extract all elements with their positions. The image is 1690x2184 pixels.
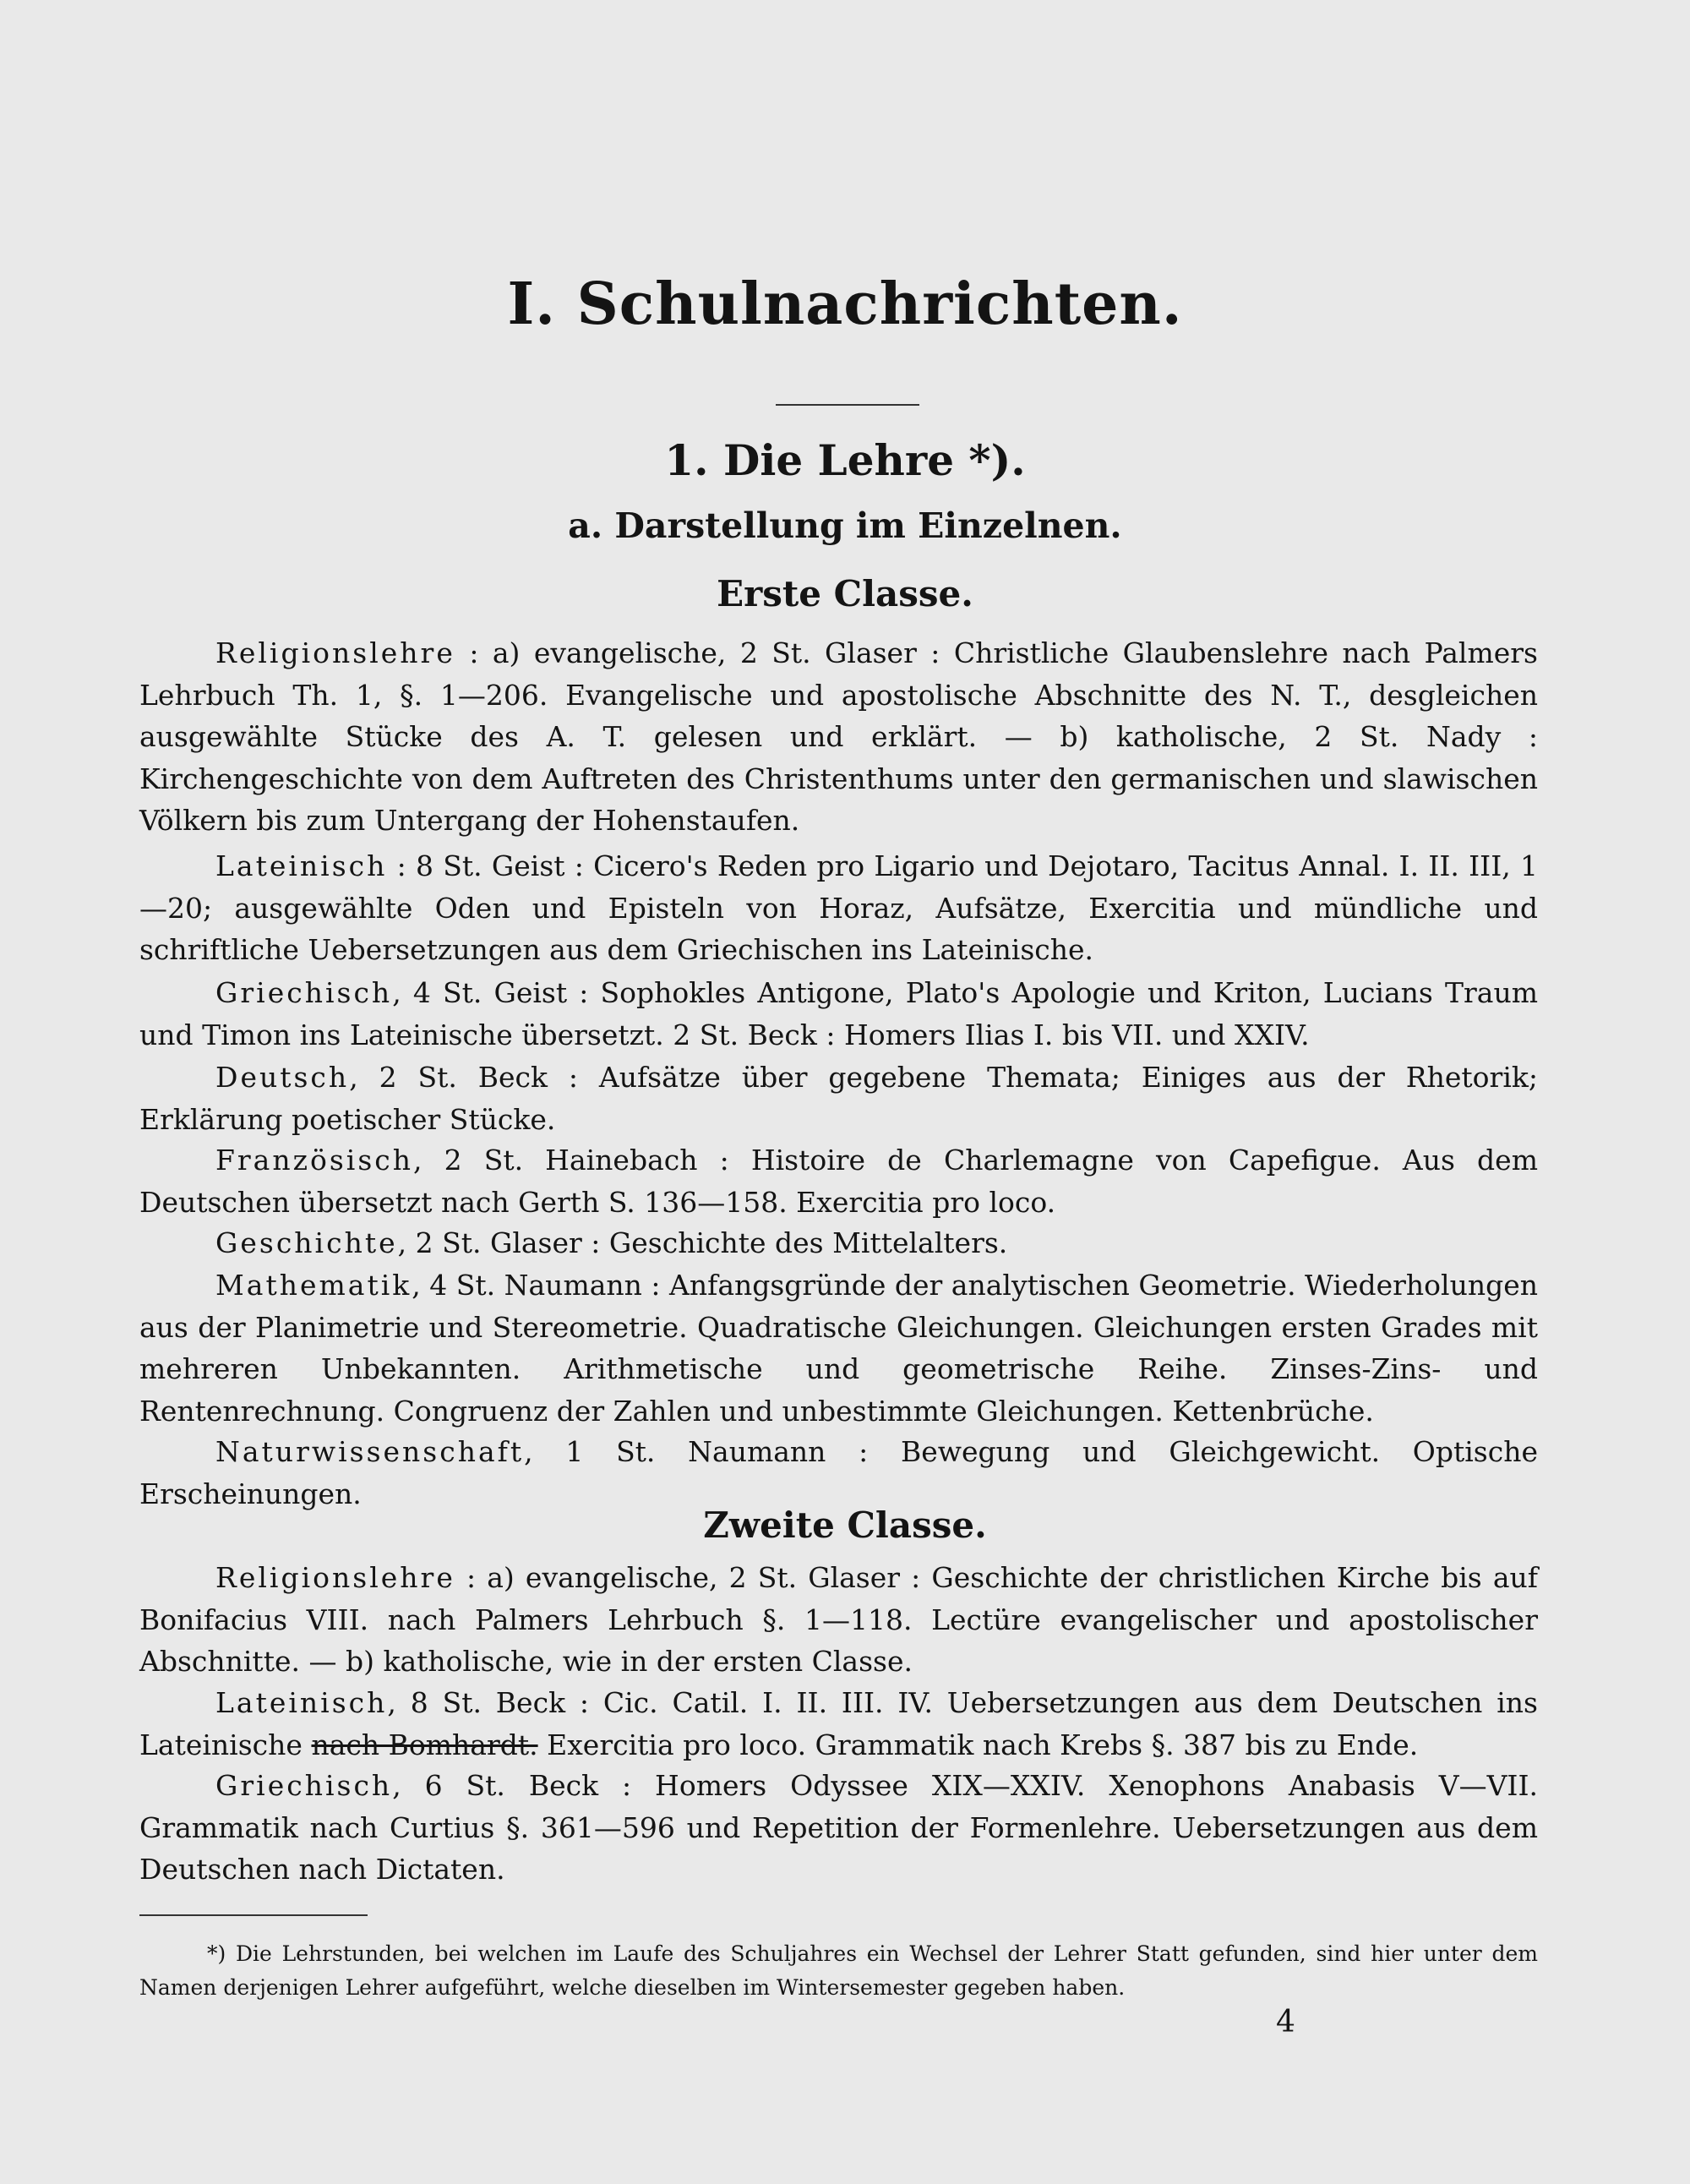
paragraph-first-religion	[139, 632, 1538, 842]
paragraph-first-history	[139, 1222, 1538, 1264]
subject-label: Griechisch	[215, 1769, 393, 1802]
subject-label: Deutsch	[215, 1061, 350, 1094]
paragraph-first-latin	[139, 845, 1538, 971]
paragraph-first-science	[139, 1431, 1538, 1515]
paragraph-text: , 2 St. Glaser : Geschichte des Mittelalters.	[397, 1226, 1008, 1259]
footnote: *) Die Lehrstunden, bei welchen im Laufe des Schuljahres ein Wechsel der Lehrer Statt gefunden, sind hier unter dem Namen derjenigen Lehrer aufgeführt, welche dieselben im Wintersemester gegeben haben.	[139, 1941, 1538, 2000]
paragraph-text: , 4 St. Naumann : Anfangsgründe der analytischen Geometrie. Wiederholungen aus der Planimetrie und Stereometrie. Quadratische Gleichungen. Gleichungen ersten Grades mit mehreren Unbekannten. Arithmetische und geometrische Reihe. Zinses-Zins- und Rentenrechnung. Congruenz der Zahlen und unbestimmte Gleichungen. Kettenbrüche.	[139, 1269, 1538, 1428]
main-heading: I. Schulnachrichten.	[507, 270, 1183, 338]
subject-label: Lateinisch	[215, 849, 388, 882]
paragraph-second-greek	[139, 1765, 1538, 1891]
footnote-rule	[139, 1914, 368, 1916]
subject-label: Lateinisch	[215, 1686, 388, 1719]
subject-label: Griechisch	[215, 976, 393, 1009]
subject-label: Religionslehre	[215, 1561, 455, 1594]
subject-label: Naturwissenschaft	[215, 1435, 525, 1468]
paragraph-text: , 1 St. Naumann : Bewegung und Gleichgewicht. Optische Erscheinungen.	[139, 1435, 1538, 1510]
class-title-second: Zweite Classe.	[703, 1504, 987, 1546]
section-title: a. Darstellung im Einzelnen.	[568, 505, 1122, 546]
paragraph-text: , 2 St. Beck : Aufsätze über gegebene Themata; Einiges aus der Rhetorik; Erklärung poetischer Stücke.	[139, 1061, 1538, 1136]
bleed-through-texture	[135, 161, 1555, 202]
heading-rule	[776, 404, 919, 406]
paragraph-text: , 8 St. Beck : Cic. Catil. I. II. III. IV. Uebersetzungen aus dem Deutschen ins Lateinische	[139, 1686, 1538, 1761]
subject-label: Französisch	[215, 1144, 414, 1177]
sub-heading: 1. Die Lehre *).	[664, 435, 1026, 485]
paragraph-first-greek	[139, 972, 1538, 1056]
paragraph-text-after: Exercitia pro loco. Grammatik nach Krebs §. 387 bis zu Ende.	[537, 1728, 1419, 1761]
class-title-first: Erste Classe.	[717, 573, 973, 614]
subject-label: Mathematik	[215, 1269, 412, 1302]
paragraph-first-mathematics	[139, 1264, 1538, 1432]
paragraph-text: , 6 St. Beck : Homers Odyssee XIX—XXIV. Xenophons Anabasis V—VII. Grammatik nach Curtius §. 361—596 und Repetition der Formenlehre. Uebersetzungen aus dem Deutschen nach Dictaten.	[139, 1769, 1538, 1886]
paragraph-text: , 2 St. Hainebach : Histoire de Charlemagne von Capefigue. Aus dem Deutschen übersetzt nach Gerth S. 136—158. Exercitia pro loco.	[139, 1144, 1538, 1219]
subject-label: Geschichte	[215, 1226, 398, 1259]
paragraph-text: , 4 St. Geist : Sophokles Antigone, Plato's Apologie und Kriton, Lucians Traum und Timon ins Lateinische übersetzt. 2 St. Beck : Homers Ilias I. bis VII. und XXIV.	[139, 976, 1538, 1051]
paragraph-second-latin	[139, 1682, 1538, 1766]
paragraph-text: : a) evangelische, 2 St. Glaser : Christliche Glaubenslehre nach Palmers Lehrbuch Th. 1, §. 1—206. Evangelische und apostolische Abschnitte des N. T., desgleichen ausgewählte Stücke des A. T. gelesen und erklärt. — b) katholische, 2 St. Nady : Kirchengeschichte von dem Auftreten des Christenthums unter den germanischen und slawischen Völkern bis zum Untergang der Hohenstaufen.	[139, 636, 1538, 837]
paragraph-second-religion	[139, 1557, 1538, 1683]
paragraph-text: : a) evangelische, 2 St. Glaser : Geschichte der christlichen Kirche bis auf Bonifacius VIII. nach Palmers Lehrbuch §. 1—118. Lectüre evangelischer und apostolischer Abschnitte. — b) katholische, wie in der ersten Classe.	[139, 1561, 1539, 1678]
paragraph-first-french	[139, 1139, 1538, 1223]
paragraph-text: : 8 St. Geist : Cicero's Reden pro Ligario und Dejotaro, Tacitus Annal. I. II. III, 1—20; ausgewählte Oden und Episteln von Horaz, Aufsätze, Exercitia und mündliche und schriftliche Uebersetzungen aus dem Griechischen ins Lateinische.	[139, 849, 1538, 966]
struck-text: nach Bomhardt.	[311, 1728, 538, 1761]
subject-label: Religionslehre	[215, 636, 455, 669]
page-number: 4	[1276, 2005, 1295, 2039]
paragraph-first-german	[139, 1057, 1538, 1140]
